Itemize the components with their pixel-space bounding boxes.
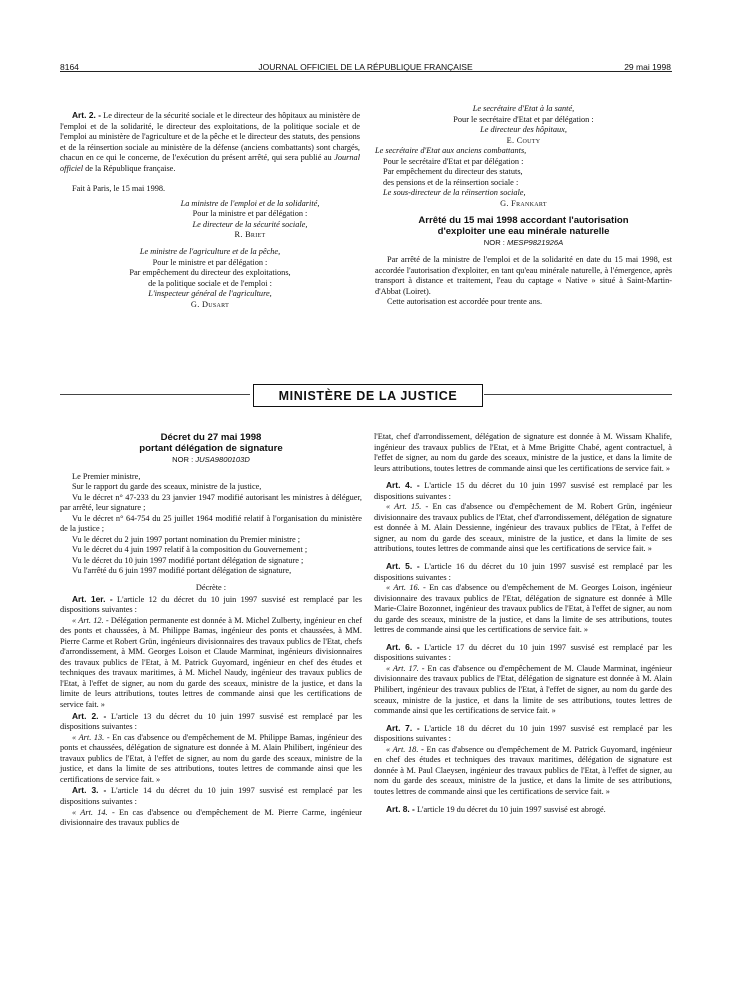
arrete-title-line-2: d'exploiter une eau minérale naturelle	[437, 226, 610, 238]
signature-block-2	[60, 247, 360, 310]
decree-right-column	[374, 432, 672, 815]
top-left-column	[60, 110, 360, 310]
signature-title: Le secrétaire d'Etat aux anciens combattants,	[375, 146, 527, 156]
article-8	[374, 804, 672, 816]
signature-line: L'inspecteur général de l'agriculture,	[148, 289, 272, 299]
arrete-paragraph: Par arrêté de la ministre de l'emploi et de la solidarité en date du 15 mai 1998, est accordée l'autorisation d'exploiter, en tant qu'eau minérale naturelle, à l'émergence, après transport à distance et traitement, l'eau du captage « Native » situé à Saint-Martin-d'Abbat (Loiret).	[375, 255, 672, 296]
article-label: Art. 6. -	[386, 641, 420, 652]
article-text: L'article 18 du décret du 10 juin 1997 susvisé est remplacé par les dispositions suivantes :	[374, 723, 673, 744]
visa-paragraph: Vu le décret n° 47-233 du 23 janvier 1947 modifié autorisant les ministres à déléguer, par arrêté, leur signature ;	[60, 492, 362, 513]
header-date: 29 mai 1998	[624, 62, 671, 72]
quoted-article-label: « Art. 15.	[386, 502, 422, 512]
article-1-quote	[60, 616, 362, 711]
article-label: Art. 2. -	[72, 710, 107, 721]
signature-line: Par empêchement du directeur des exploitations,	[129, 268, 291, 278]
article-text: L'article 12 du décret du 10 juin 1997 susvisé est remplacé par les dispositions suivantes :	[60, 594, 362, 615]
decree-nor	[60, 455, 362, 466]
signature-line: Par empêchement du directeur des statuts,	[383, 167, 523, 177]
header-rule	[60, 71, 672, 72]
visa-paragraph: Vu le décret du 10 juin 1997 modifié portant délégation de signature ;	[72, 555, 304, 565]
nor-code: JUSA9800103D	[195, 455, 250, 464]
decree-title-line-2: portant délégation de signature	[139, 443, 283, 454]
signature-line: des pensions et de la réinsertion sociale :	[383, 177, 519, 187]
arrete-nor	[375, 238, 672, 249]
article-1	[60, 594, 362, 616]
article-label: Art. 2. -	[72, 110, 101, 120]
arrete-heading	[375, 215, 672, 249]
arrete-paragraph: Cette autorisation est accordée pour trente ans.	[387, 297, 543, 307]
article-2-paragraph	[60, 110, 360, 174]
visa-paragraph: Vu le décret n° 64-754 du 25 juillet 1964 modifié relatif à l'organisation du ministère de la justice ;	[60, 513, 362, 534]
article-4-quote	[374, 502, 672, 555]
nor-label: NOR :	[172, 455, 194, 464]
signature-line: Pour le secrétaire d'Etat et par délégation :	[383, 156, 524, 166]
quoted-article-text: - En cas d'absence ou d'empêchement de M. Georges Loison, ingénieur divisionnaire des travaux publics de l'Etat, délégation de signature est donnée à Mlle Marie-Claire Bozonnet, ingénieur des travaux publics de l'Etat, à l'effet de signer, au nom du garde des sceaux, ministre de la justice, et dans la limite de ses attributions, toutes lettres de commande ainsi que les certifications de service fait. »	[374, 583, 672, 635]
ministry-heading-box	[253, 384, 483, 407]
article-text: L'article 15 du décret du 10 juin 1997 susvisé est remplacé par les dispositions suivantes :	[374, 481, 673, 501]
visa-paragraph: Vu le décret du 2 juin 1997 portant nomination du Premier ministre ;	[72, 534, 301, 544]
signature-line: Le sous-directeur de la réinsertion sociale,	[383, 188, 526, 198]
article-text: Le directeur de la sécurité sociale et le directeur des hôpitaux au ministère de l'emploi et de la solidarité, le directeur des exploitations, de la politique sociale et de l'emploi au ministère de l'agriculture et de la pêche et le directeur des statuts, des pensions et de la réinsertion sociale au ministère de la défense (anciens combattants) sont chargés, chacun en ce qui le concerne, de l'exécution du présent arrêté, qui sera publié au	[60, 111, 361, 163]
quoted-article-label: « Art. 12.	[72, 615, 104, 625]
signature-name: G. Dusart	[190, 299, 230, 309]
nor-code: MESP9821926A	[507, 238, 564, 248]
visa-paragraph: Le Premier ministre,	[72, 471, 141, 481]
arrete-title-line-1: Arrêté du 15 mai 1998 accordant l'autorisation	[418, 215, 629, 227]
signature-line: de la politique sociale et de l'emploi :	[148, 278, 272, 288]
visa-paragraph: Vu le décret du 4 juin 1997 relatif à la composition du Gouvernement ;	[72, 545, 308, 555]
quoted-article-label: « Art. 14.	[72, 807, 108, 817]
ministry-heading: MINISTÈRE DE LA JUSTICE	[278, 388, 458, 403]
quoted-article-label: « Art. 18.	[386, 744, 419, 754]
signature-line: Le directeur de la sécurité sociale,	[192, 219, 308, 229]
signature-block-3	[375, 104, 672, 146]
signature-line: Pour le secrétaire d'Etat et par délégation :	[453, 114, 594, 124]
article-label: Art. 4. -	[386, 480, 420, 491]
quoted-article-text: - En cas d'absence ou d'empêchement de M. Robert Grün, ingénieur divisionnaire des travaux publics de l'Etat, chef d'arrondissement, délégation de signature est donnée à M. Alain Dessienne, ingénieur des travaux publics de l'Etat, à l'effet de signer, au nom du garde des sceaux, ministre de la justice, et dans la limite de ses attributions, toutes lettres de commande ainsi que les certifications de service fait. »	[374, 502, 672, 554]
signature-block-1	[60, 199, 360, 241]
journal-officiel-italic: Journal officiel	[60, 153, 361, 173]
top-right-column	[375, 104, 672, 308]
article-7	[374, 723, 672, 745]
article-text: L'article 13 du décret du 10 juin 1997 susvisé est remplacé par les dispositions suivantes :	[60, 711, 363, 732]
quoted-article-text: - Délégation permanente est donnée à M. Michel Zulberty, ingénieur en chef des ponts et chaussées, à M. Philippe Bamas, ingénieur des ponts et chaussées, à MM. Pierre Carme et Robert Grün, ingénieurs divisionnaires des travaux publics de l'Etat, chefs d'arrondissement, à MM. Georges Loison et Claude Marminat, ingénieurs divisionnaires des travaux publics de l'Etat, à M. Patrick Guyomard, ingénieur en chef des études et techniques des travaux maritimes, à M. Michel Naudy, ingénieur des travaux publics de l'Etat, à l'effet de signer, au nom du garde des sceaux, ministre de la justice, et dans la limite de leurs attributions, toutes lettres de commande ainsi que les certifications de service fait. »	[60, 615, 363, 710]
decree-left-column	[60, 432, 362, 829]
article-text: L'article 14 du décret du 10 juin 1997 susvisé est remplacé par les dispositions suivantes :	[60, 786, 363, 806]
signature-name: E. Couty	[506, 135, 541, 145]
quoted-article-label: « Art. 16.	[386, 583, 420, 593]
article-6	[374, 642, 672, 664]
article-3	[60, 785, 362, 807]
article-text: L'article 17 du décret du 10 juin 1997 susvisé est remplacé par les dispositions suivantes :	[374, 642, 673, 663]
quoted-article-text: - En cas d'absence ou d'empêchement de M. Pierre Carme, ingénieur divisionnaire des travaux publics de	[60, 807, 362, 828]
ministry-rule-left	[60, 394, 250, 395]
quoted-article-label: « Art. 17.	[386, 663, 419, 673]
signature-line: Pour la ministre et par délégation :	[192, 209, 308, 219]
article-6-quote	[374, 664, 672, 717]
quoted-article-text: - En cas d'absence ou d'empêchement de M. Claude Marminat, ingénieur divisionnaire des travaux publics de l'Etat, délégation de signature est donnée à M. Alain Philibert, ingénieur des travaux publics de l'Etat, à l'effet de signer, au nom du garde des sceaux, ministre de la justice, et dans la limite de ses attributions, toutes lettres de commande ainsi que les certifications de service fait. »	[374, 663, 672, 716]
signature-block-4	[375, 146, 672, 209]
ministry-rule-right	[484, 394, 672, 395]
quoted-article-text: - En cas d'absence ou d'empêchement de M. Philippe Bamas, ingénieur des ponts et chaussées, délégation de signature est donnée à M. Alain Philibert, ingénieur des travaux publics de l'Etat, à l'effet de signer, au nom du garde des sceaux, ministre de la justice, et dans la limite de ses attributions, toutes lettres de commande ainsi que les certifications de service fait. »	[60, 732, 362, 784]
article-4	[374, 480, 672, 502]
article-5	[374, 561, 672, 583]
article-label: Art. 8. -	[386, 803, 415, 814]
signature-name: G. Frankart	[500, 198, 547, 208]
fait-a-paris: Fait à Paris, le 15 mai 1998.	[72, 184, 166, 194]
journal-title: JOURNAL OFFICIEL DE LA RÉPUBLIQUE FRANÇAISE	[258, 62, 473, 72]
article-label: Art. 1er. -	[72, 593, 113, 604]
decrete: Décrète :	[195, 583, 227, 593]
signature-title: Le secrétaire d'Etat à la santé,	[472, 104, 575, 113]
quoted-article-text: - En cas d'absence ou d'empêchement de M. Patrick Guyomard, ingénieur en chef des études et techniques des travaux maritimes, délégation de signature est donnée à M. Paul Claeysen, ingénieur des travaux publics de l'Etat, à l'effet de signer, au nom du garde des sceaux, ministre de la justice, et dans la limite de ses attributions, toutes lettres de commande ainsi que les certifications de service fait. »	[374, 744, 673, 796]
article-label: Art. 7. -	[386, 722, 420, 733]
signature-line: Pour le ministre et par délégation :	[152, 257, 268, 267]
article-text-end: de la République française.	[85, 163, 176, 173]
signature-title: Le ministre de l'agriculture et de la pêche,	[139, 247, 281, 257]
visa-paragraph: Vu l'arrêté du 6 juin 1997 modifié portant délégation de signature,	[72, 566, 292, 576]
article-5-quote	[374, 583, 672, 636]
signature-name: R. Briet	[234, 230, 266, 240]
article-2-quote	[60, 733, 362, 786]
article-label: Art. 5. -	[386, 561, 420, 572]
page-number: 8164	[60, 62, 79, 72]
article-2	[60, 711, 362, 733]
continued-text: l'Etat, chef d'arrondissement, délégation de signature est donnée à M. Wissam Khalife, ingénieur des travaux publics de l'Etat, et à Mme Brigitte Chabé, agent contractuel, à l'effet de signer, au nom du garde des sceaux, ministre de la justice, et dans la limite de leurs attributions, toutes lettres de commande ainsi que les certifications de service fait. »	[374, 432, 672, 473]
article-text: L'article 19 du décret du 10 juin 1997 susvisé est abrogé.	[416, 804, 606, 814]
article-text: L'article 16 du décret du 10 juin 1997 susvisé est remplacé par les dispositions suivantes :	[374, 562, 673, 582]
article-label: Art. 3. -	[72, 785, 107, 796]
article-3-quote	[60, 808, 362, 829]
quoted-article-label: « Art. 13.	[72, 732, 105, 742]
decree-title-line-1: Décret du 27 mai 1998	[160, 432, 262, 443]
article-7-quote	[374, 745, 672, 798]
visa-paragraph: Sur le rapport du garde des sceaux, ministre de la justice,	[72, 482, 262, 492]
signature-title: La ministre de l'emploi et de la solidarité,	[180, 198, 320, 208]
nor-label: NOR :	[483, 238, 505, 248]
signature-line: Le directeur des hôpitaux,	[480, 125, 567, 135]
